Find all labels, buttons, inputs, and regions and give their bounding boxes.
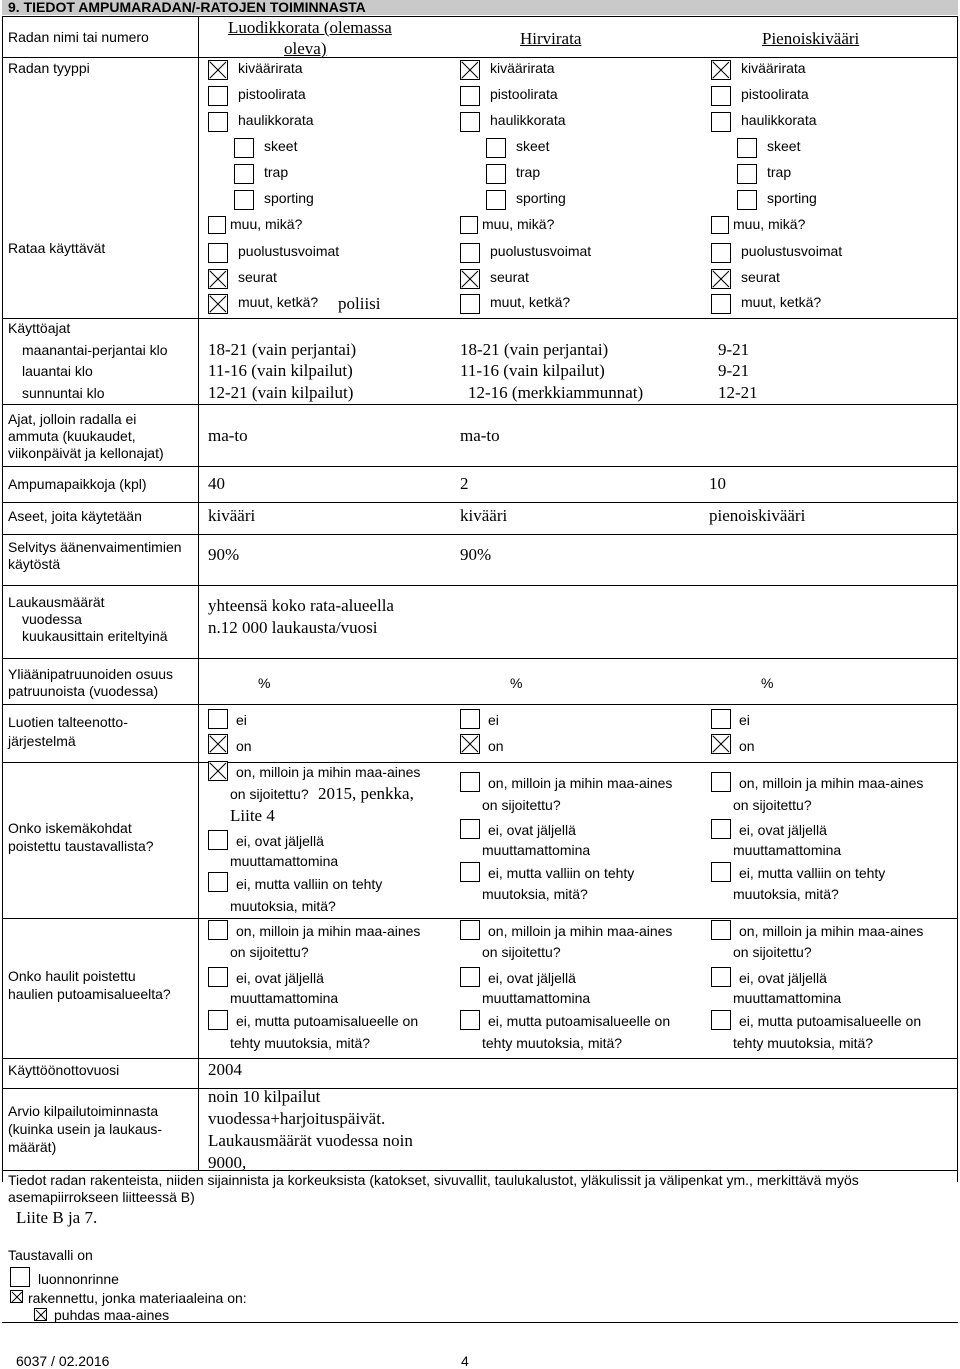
col3-iske-on-milloin-1: on, milloin ja mihin maa-aines bbox=[739, 775, 924, 791]
col3-luotien-on-label: on bbox=[739, 738, 755, 754]
col3-aseet: pienoiskivääri bbox=[709, 506, 806, 525]
col2-iske-ovat-checkbox[interactable] bbox=[460, 819, 480, 839]
col3-la: 9-21 bbox=[718, 361, 750, 380]
col3-luotien-ei-checkbox[interactable] bbox=[711, 709, 731, 729]
col2-name: Hirvirata bbox=[520, 29, 582, 48]
col3-luotien-on-checkbox[interactable] bbox=[711, 734, 731, 754]
col2-seurat-label: seurat bbox=[490, 269, 529, 285]
col3-seurat-label: seurat bbox=[741, 269, 780, 285]
col3-trap-checkbox[interactable] bbox=[737, 164, 757, 184]
col3-sporting-checkbox[interactable] bbox=[737, 190, 757, 210]
col2-skeet-label: skeet bbox=[516, 138, 550, 154]
col3-paikkoja: 10 bbox=[709, 474, 726, 493]
label-kayttoajat: Käyttöajat bbox=[8, 320, 71, 336]
label-ylia-2: patruunoista (vuodessa) bbox=[8, 683, 159, 699]
col3-iske-on-milloin-2: on sijoitettu? bbox=[733, 797, 812, 813]
col2-ma-pe: 18-21 (vain perjantai) bbox=[460, 340, 609, 359]
col2-haulit-on-milloin-checkbox[interactable] bbox=[460, 920, 480, 940]
col2-su: 12-16 (merkkiammunnat) bbox=[468, 383, 644, 402]
rule-line bbox=[2, 404, 958, 405]
col2-haulit-ovat-1: ei, ovat jäljellä bbox=[488, 970, 576, 986]
col2-kivaarirata-label: kiväärirata bbox=[490, 60, 555, 76]
footer-code: 6037 / 02.2016 bbox=[16, 1353, 110, 1369]
col1-name-2: oleva) bbox=[284, 39, 327, 58]
col1-puolustusvoimat-checkbox[interactable] bbox=[208, 243, 228, 263]
tiedot-answer: Liite B ja 7. bbox=[16, 1208, 98, 1227]
rule-line bbox=[2, 762, 958, 763]
label-iske-2: poistettu taustavallista? bbox=[8, 838, 154, 854]
page-number: 4 bbox=[461, 1353, 469, 1369]
col2-la: 11-16 (vain kilpailut) bbox=[460, 361, 605, 380]
col1-haulit-on-milloin-1: on, milloin ja mihin maa-aines bbox=[236, 923, 421, 939]
col1-muu-label: muu, mikä? bbox=[230, 216, 303, 232]
rule-line bbox=[2, 16, 958, 17]
col3-iske-ovat-checkbox[interactable] bbox=[711, 819, 731, 839]
label-la: lauantai klo bbox=[22, 363, 93, 379]
col3-haulit-on-milloin-2: on sijoitettu? bbox=[733, 944, 812, 960]
label-luotien-2: järjestelmä bbox=[8, 733, 76, 749]
rule-line bbox=[2, 1088, 958, 1089]
label-selvitys-2: käytöstä bbox=[8, 556, 61, 572]
col3-sporting-label: sporting bbox=[767, 190, 817, 206]
label-luotien-1: Luotien talteenotto- bbox=[8, 714, 128, 730]
col2-iske-valliin-1: ei, mutta valliin on tehty bbox=[488, 865, 635, 881]
col3-pistoolirata-checkbox[interactable] bbox=[711, 86, 731, 106]
tausta-opt-1-checkbox[interactable] bbox=[10, 1267, 30, 1287]
col2-sporting-checkbox[interactable] bbox=[486, 190, 506, 210]
tausta-opt-2-label: rakennettu, jonka materiaaleina on: bbox=[28, 1290, 247, 1306]
label-paikkoja: Ampumapaikkoja (kpl) bbox=[8, 476, 147, 492]
col1-sporting-checkbox[interactable] bbox=[234, 190, 254, 210]
label-su: sunnuntai klo bbox=[22, 385, 105, 401]
tausta-opt-2-checkbox[interactable] bbox=[10, 1290, 23, 1303]
col1-haulit-putoamis-2: tehty muutoksia, mitä? bbox=[230, 1035, 371, 1051]
col1-haulit-putoamis-checkbox[interactable] bbox=[208, 1010, 228, 1030]
label-arvio-2: (kuinka usein ja laukaus- bbox=[8, 1121, 163, 1137]
col1-la: 11-16 (vain kilpailut) bbox=[208, 361, 353, 380]
rule-line bbox=[2, 704, 958, 705]
col3-haulit-ovat-2: muuttamattomina bbox=[733, 990, 842, 1006]
section-title: 9. TIEDOT AMPUMARADAN/-RATOJEN TOIMINNASTA bbox=[8, 0, 366, 15]
col2-kivaarirata-checkbox[interactable] bbox=[460, 60, 480, 80]
col2-haulit-putoamis-1: ei, mutta putoamisalueelle on bbox=[488, 1013, 671, 1029]
col3-muu-label: muu, mikä? bbox=[733, 216, 806, 232]
col2-luotien-ei-checkbox[interactable] bbox=[460, 709, 480, 729]
col2-pistoolirata-label: pistoolirata bbox=[490, 86, 558, 102]
col3-haulit-ovat-1: ei, ovat jäljellä bbox=[739, 970, 827, 986]
col1-muut-checkbox[interactable] bbox=[208, 294, 228, 314]
col3-skeet-label: skeet bbox=[767, 138, 801, 154]
col3-pistoolirata-label: pistoolirata bbox=[741, 86, 809, 102]
col2-haulit-putoamis-checkbox[interactable] bbox=[460, 1010, 480, 1030]
col2-luotien-ei-label: ei bbox=[488, 712, 499, 728]
col2-trap-label: trap bbox=[516, 164, 541, 180]
col2-muut-label: muut, ketkä? bbox=[490, 294, 571, 310]
col1-kivaarirata-label: kiväärirata bbox=[238, 60, 303, 76]
label-arvio-1: Arvio kilpailutoiminnasta bbox=[8, 1103, 159, 1119]
rule-line bbox=[2, 585, 958, 586]
col1-iske-on-milloin-text: 2015, penkka, bbox=[318, 784, 414, 803]
label-kayttoonotto: Käyttöönottovuosi bbox=[8, 1062, 120, 1078]
col3-name: Pienoiskivääri bbox=[762, 29, 860, 48]
col3-puolustusvoimat-label: puolustusvoimat bbox=[741, 243, 843, 259]
col3-luotien-ei-label: ei bbox=[739, 712, 750, 728]
label-lauk-3: kuukausittain eriteltyinä bbox=[22, 628, 168, 644]
col1-lauk-2: n.12 000 laukausta/vuosi bbox=[208, 618, 378, 637]
col1-luotien-ei-label: ei bbox=[236, 712, 247, 728]
col3-haulit-on-milloin-checkbox[interactable] bbox=[711, 920, 731, 940]
label-radan-tyyppi: Radan tyyppi bbox=[8, 60, 90, 76]
col1-lauk-1: yhteensä koko rata-alueella bbox=[208, 596, 394, 615]
col1-skeet-checkbox[interactable] bbox=[234, 138, 254, 158]
col2-aseet: kivääri bbox=[460, 506, 508, 525]
col1-sporting-label: sporting bbox=[264, 190, 314, 206]
col3-muut-checkbox[interactable] bbox=[711, 294, 731, 314]
col1-haulikkorata-checkbox[interactable] bbox=[208, 112, 228, 132]
col1-luotien-ei-checkbox[interactable] bbox=[208, 709, 228, 729]
label-ylia-1: Yliäänipatruunoiden osuus bbox=[8, 666, 174, 682]
rule-line bbox=[2, 1170, 958, 1171]
label-radan-nimi: Radan nimi tai numero bbox=[8, 29, 149, 45]
col1-skeet-label: skeet bbox=[264, 138, 298, 154]
label-selvitys-1: Selvitys äänenvaimentimien bbox=[8, 539, 182, 555]
col1-name-1: Luodikkorata (olemassa bbox=[228, 18, 392, 37]
col1-haulit-ovat-checkbox[interactable] bbox=[208, 967, 228, 987]
col1-iske-valliin-2: muutoksia, mitä? bbox=[230, 898, 336, 914]
col1-arvio-3: Laukausmäärät vuodessa noin bbox=[208, 1131, 413, 1150]
rule-line bbox=[2, 534, 958, 535]
col2-trap-checkbox[interactable] bbox=[486, 164, 506, 184]
col1-haulit-on-milloin-checkbox[interactable] bbox=[208, 920, 228, 940]
col1-selvitys: 90% bbox=[208, 545, 240, 564]
col1-iske-on-milloin-checkbox[interactable] bbox=[208, 761, 228, 781]
col3-seurat-checkbox[interactable] bbox=[711, 269, 731, 289]
col3-skeet-checkbox[interactable] bbox=[737, 138, 757, 158]
col3-percent: % bbox=[761, 675, 774, 691]
col1-iske-valliin-checkbox[interactable] bbox=[208, 872, 228, 892]
col1-pistoolirata-label: pistoolirata bbox=[238, 86, 306, 102]
col2-haulit-ovat-2: muuttamattomina bbox=[482, 990, 591, 1006]
col2-skeet-checkbox[interactable] bbox=[486, 138, 506, 158]
col3-puolustusvoimat-checkbox[interactable] bbox=[711, 243, 731, 263]
col1-seurat-checkbox[interactable] bbox=[208, 269, 228, 289]
rule-line bbox=[2, 1058, 958, 1059]
col1-haulit-ovat-1: ei, ovat jäljellä bbox=[236, 970, 324, 986]
rule-line bbox=[957, 16, 958, 1182]
col1-haulit-putoamis-1: ei, mutta putoamisalueelle on bbox=[236, 1013, 419, 1029]
col2-iske-valliin-checkbox[interactable] bbox=[460, 862, 480, 882]
col2-luotien-on-label: on bbox=[488, 738, 504, 754]
col2-haulit-on-milloin-2: on sijoitettu? bbox=[482, 944, 561, 960]
rule-line bbox=[2, 658, 958, 659]
col3-haulikkorata-checkbox[interactable] bbox=[711, 112, 731, 132]
label-iske-1: Onko iskemäkohdat bbox=[8, 820, 132, 836]
col2-sporting-label: sporting bbox=[516, 190, 566, 206]
rule-line bbox=[2, 318, 958, 319]
col3-haulit-putoamis-2: tehty muutoksia, mitä? bbox=[733, 1035, 874, 1051]
col2-iske-on-milloin-1: on, milloin ja mihin maa-aines bbox=[488, 775, 673, 791]
col1-aseet: kivääri bbox=[208, 506, 256, 525]
col3-su: 12-21 bbox=[718, 383, 758, 402]
col1-muut-label: muut, ketkä? bbox=[238, 294, 319, 310]
col1-percent: % bbox=[258, 675, 271, 691]
col2-paikkoja: 2 bbox=[460, 474, 469, 493]
rule-line bbox=[198, 16, 199, 1170]
col3-kivaarirata-label: kiväärirata bbox=[741, 60, 806, 76]
rule-line bbox=[2, 502, 958, 503]
col2-iske-valliin-2: muutoksia, mitä? bbox=[482, 886, 588, 902]
col1-iske-ovat-1: ei, ovat jäljellä bbox=[236, 833, 324, 849]
col1-haulit-ovat-2: muuttamattomina bbox=[230, 990, 339, 1006]
label-ma-pe: maanantai-perjantai klo bbox=[22, 342, 168, 358]
col1-kivaarirata-checkbox[interactable] bbox=[208, 60, 228, 80]
col2-percent: % bbox=[510, 675, 523, 691]
col1-muu-checkbox[interactable] bbox=[208, 216, 226, 234]
col1-puolustusvoimat-label: puolustusvoimat bbox=[238, 243, 340, 259]
col1-arvio-4: 9000, bbox=[208, 1153, 247, 1172]
col1-su: 12-21 (vain kilpailut) bbox=[208, 383, 354, 402]
col2-luotien-on-checkbox[interactable] bbox=[460, 734, 480, 754]
col3-iske-ovat-2: muuttamattomina bbox=[733, 842, 842, 858]
col1-trap-checkbox[interactable] bbox=[234, 164, 254, 184]
label-haulit-2: haulien putoamisalueelta? bbox=[8, 986, 171, 1002]
rule-line bbox=[2, 466, 958, 467]
col3-haulikkorata-label: haulikkorata bbox=[741, 112, 817, 128]
col1-kayttoonotto: 2004 bbox=[208, 1060, 242, 1079]
tausta-opt-3-label: puhdas maa-aines bbox=[54, 1307, 170, 1323]
col2-haulikkorata-label: haulikkorata bbox=[490, 112, 566, 128]
col2-iske-on-milloin-checkbox[interactable] bbox=[460, 772, 480, 792]
col3-iske-valliin-checkbox[interactable] bbox=[711, 862, 731, 882]
tausta-opt-1-label: luonnonrinne bbox=[38, 1271, 119, 1287]
col1-haulikkorata-label: haulikkorata bbox=[238, 112, 314, 128]
col1-luotien-on-label: on bbox=[236, 738, 252, 754]
col3-muu-checkbox[interactable] bbox=[711, 216, 729, 234]
col2-iske-ovat-1: ei, ovat jäljellä bbox=[488, 822, 576, 838]
col1-trap-label: trap bbox=[264, 164, 289, 180]
col2-seurat-checkbox[interactable] bbox=[460, 269, 480, 289]
col2-selvitys: 90% bbox=[460, 545, 492, 564]
col1-haulit-on-milloin-2: on sijoitettu? bbox=[230, 944, 309, 960]
col3-haulit-on-milloin-1: on, milloin ja mihin maa-aines bbox=[739, 923, 924, 939]
col3-trap-label: trap bbox=[767, 164, 792, 180]
col1-muut-text: poliisi bbox=[338, 294, 381, 313]
col1-pistoolirata-checkbox[interactable] bbox=[208, 86, 228, 106]
col3-iske-valliin-1: ei, mutta valliin on tehty bbox=[739, 865, 886, 881]
col3-muut-label: muut, ketkä? bbox=[741, 294, 822, 310]
col1-iske-on-milloin-text-2: Liite 4 bbox=[230, 806, 275, 825]
col1-iske-on-milloin-2: on sijoitettu? bbox=[230, 786, 309, 802]
col3-haulit-ovat-checkbox[interactable] bbox=[711, 967, 731, 987]
rule-line bbox=[2, 57, 958, 58]
col2-muut-checkbox[interactable] bbox=[460, 294, 480, 314]
label-lauk-1: Laukausmäärät bbox=[8, 594, 105, 610]
col2-haulit-putoamis-2: tehty muutoksia, mitä? bbox=[482, 1035, 623, 1051]
label-aseet: Aseet, joita käytetään bbox=[8, 508, 142, 524]
col2-haulit-ovat-checkbox[interactable] bbox=[460, 967, 480, 987]
col1-seurat-label: seurat bbox=[238, 269, 277, 285]
col2-haulikkorata-checkbox[interactable] bbox=[460, 112, 480, 132]
rule-line bbox=[2, 918, 958, 919]
rule-line bbox=[2, 16, 3, 1182]
label-rataa-kayttavat: Rataa käyttävät bbox=[8, 240, 106, 256]
tiedot-text-2: asemapiirrokseen liitteessä B) bbox=[8, 1189, 195, 1205]
label-haulit-1: Onko haulit poistettu bbox=[8, 968, 136, 984]
label-ajat-1: Ajat, jolloin radalla ei bbox=[8, 411, 137, 427]
col1-luotien-on-checkbox[interactable] bbox=[208, 734, 228, 754]
col1-iske-ovat-2: muuttamattomina bbox=[230, 853, 339, 869]
tausta-opt-3-checkbox[interactable] bbox=[34, 1308, 47, 1321]
col2-ajat: ma-to bbox=[460, 426, 500, 445]
label-ajat-2: ammuta (kuukaudet, bbox=[8, 428, 136, 444]
col2-iske-on-milloin-2: on sijoitettu? bbox=[482, 797, 561, 813]
tiedot-text-1: Tiedot radan rakenteista, niiden sijainnista ja korkeuksista (katokset, sivuvallit, taulukalustot, yläkulissit ja välipenkat ym., merkittävä myös bbox=[8, 1172, 859, 1188]
tausta-heading: Taustavalli on bbox=[8, 1247, 93, 1263]
label-arvio-3: määrät) bbox=[8, 1139, 57, 1155]
col1-arvio-1: noin 10 kilpailut bbox=[208, 1087, 321, 1106]
col1-arvio-2: vuodessa+harjoituspäivät. bbox=[208, 1109, 386, 1128]
label-lauk-2: vuodessa bbox=[22, 611, 82, 627]
col3-iske-valliin-2: muutoksia, mitä? bbox=[733, 886, 839, 902]
col2-haulit-on-milloin-1: on, milloin ja mihin maa-aines bbox=[488, 923, 673, 939]
col3-iske-on-milloin-checkbox[interactable] bbox=[711, 772, 731, 792]
col3-iske-ovat-1: ei, ovat jäljellä bbox=[739, 822, 827, 838]
col2-iske-ovat-2: muuttamattomina bbox=[482, 842, 591, 858]
col2-muu-label: muu, mikä? bbox=[482, 216, 555, 232]
col1-ma-pe: 18-21 (vain perjantai) bbox=[208, 340, 357, 359]
col1-iske-valliin-1: ei, mutta valliin on tehty bbox=[236, 876, 383, 892]
col3-haulit-putoamis-checkbox[interactable] bbox=[711, 1010, 731, 1030]
col2-puolustusvoimat-label: puolustusvoimat bbox=[490, 243, 592, 259]
col3-haulit-putoamis-1: ei, mutta putoamisalueelle on bbox=[739, 1013, 922, 1029]
col3-kivaarirata-checkbox[interactable] bbox=[711, 60, 731, 80]
col1-paikkoja: 40 bbox=[208, 474, 225, 493]
col1-iske-ovat-checkbox[interactable] bbox=[208, 830, 228, 850]
col2-pistoolirata-checkbox[interactable] bbox=[460, 86, 480, 106]
label-ajat-3: viikonpäivät ja kellonajat) bbox=[8, 445, 164, 461]
col1-iske-on-milloin-1: on, milloin ja mihin maa-aines bbox=[236, 764, 421, 780]
col2-puolustusvoimat-checkbox[interactable] bbox=[460, 243, 480, 263]
col3-ma-pe: 9-21 bbox=[718, 340, 750, 359]
col1-ajat: ma-to bbox=[208, 426, 248, 445]
col2-muu-checkbox[interactable] bbox=[460, 216, 478, 234]
